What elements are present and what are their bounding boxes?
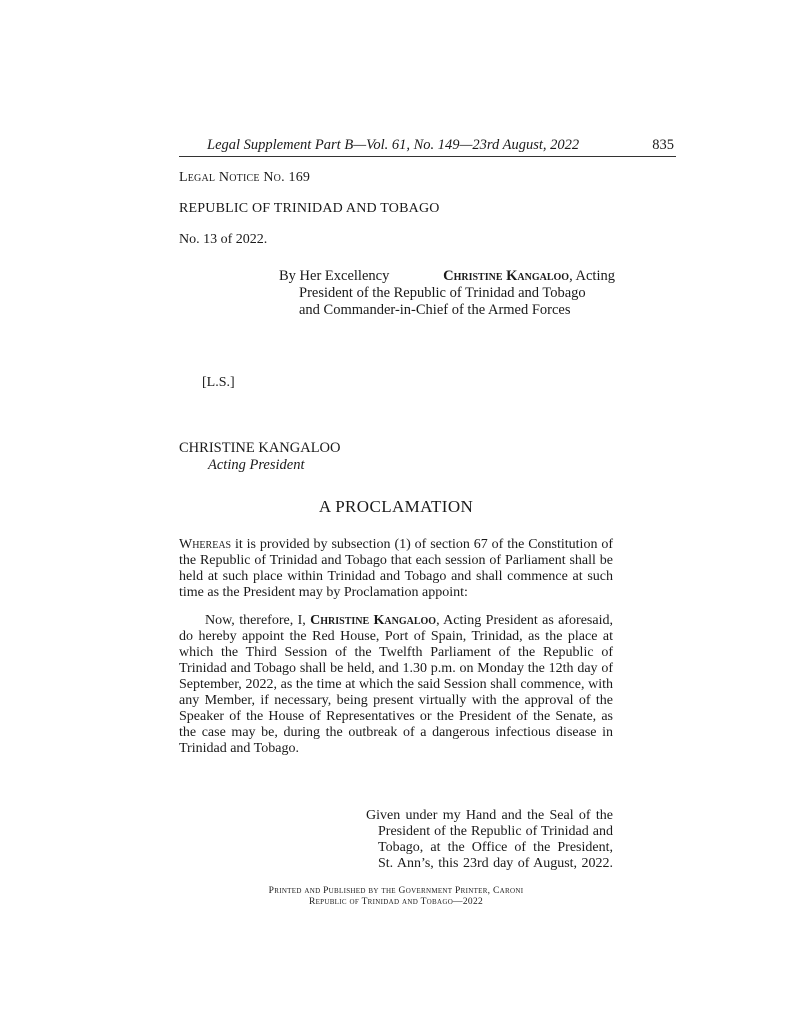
authority-name: Christine Kangaloo — [443, 268, 570, 284]
republic-heading: REPUBLIC OF TRINIDAD AND TOBAGO — [179, 201, 440, 216]
appointment-lead: Now, therefore, I, — [205, 613, 311, 628]
given-line-1: Given under my Hand and the Seal of the — [366, 808, 613, 823]
running-title: Legal Supplement Part B—Vol. 61, No. 149—23rd August, 2022 — [207, 137, 580, 153]
whereas-text: it is provided by subsection (1) of section 67 of the Constitution of the Republic of Trinidad and Tobago that each session of Parliament shall be held at such place within Trinidad and Tobago and shall commence at such time as the President may by Proclamation appoint: — [179, 537, 613, 600]
given-line-4: St. Ann’s, this 23rd day of August, 2022. — [378, 856, 613, 871]
given-line-2: President of the Republic of Trinidad and — [378, 824, 613, 839]
authority-line-1 — [279, 268, 615, 285]
given-under-hand — [366, 808, 613, 872]
appointment-paragraph — [179, 613, 613, 757]
printer-footer — [179, 886, 613, 908]
whereas-lead: Whereas — [179, 537, 232, 552]
issuing-authority — [279, 268, 615, 319]
proclamation-title: A PROCLAMATION — [318, 497, 474, 516]
footer-line-1: Printed and Published by the Government Printer, Caroni — [268, 886, 524, 896]
appointment-name: Christine Kangaloo — [310, 613, 437, 628]
signatory-block — [179, 440, 341, 474]
legal-notice-value: 169 — [288, 170, 311, 185]
page-number: 835 — [652, 137, 674, 153]
signatory-role: Acting President — [208, 457, 305, 473]
authority-suffix: , Acting — [569, 268, 615, 284]
legal-notice-number — [179, 170, 310, 186]
whereas-paragraph — [179, 537, 613, 601]
given-line-3: Tobago, at the Office of the President, — [378, 840, 613, 855]
running-header — [179, 136, 676, 157]
appointment-text: , Acting President as aforesaid, do hereby appoint the Red House, Port of Spain, Trinidad, as the place at which the Third Session of the Twelfth Parliament of the Republic of Trinidad and Tobago shall be held, and 1.30 p.m. on Monday the 12th day of September, 2022, as the time at which the said Session shall commence, with any Member, if necessary, being present virtually with the approval of the Speaker of the House of Representatives or the President of the Senate, as the case may be, during the outbreak of a dangerous infectious disease in Trinidad and Tobago. — [179, 613, 613, 756]
seal-placeholder: [L.S.] — [202, 375, 235, 390]
authority-line-3: and Commander-in-Chief of the Armed Forces — [299, 302, 571, 318]
footer-line-2: Republic of Trinidad and Tobago—2022 — [308, 897, 484, 907]
signatory-name: CHRISTINE KANGALOO — [179, 440, 341, 456]
legal-notice-label: Legal Notice No. — [179, 170, 285, 185]
authority-line-2: President of the Republic of Trinidad and Tobago — [299, 285, 586, 301]
document-number: No. 13 of 2022. — [179, 232, 268, 247]
authority-prefix: By Her Excellency — [279, 268, 390, 284]
